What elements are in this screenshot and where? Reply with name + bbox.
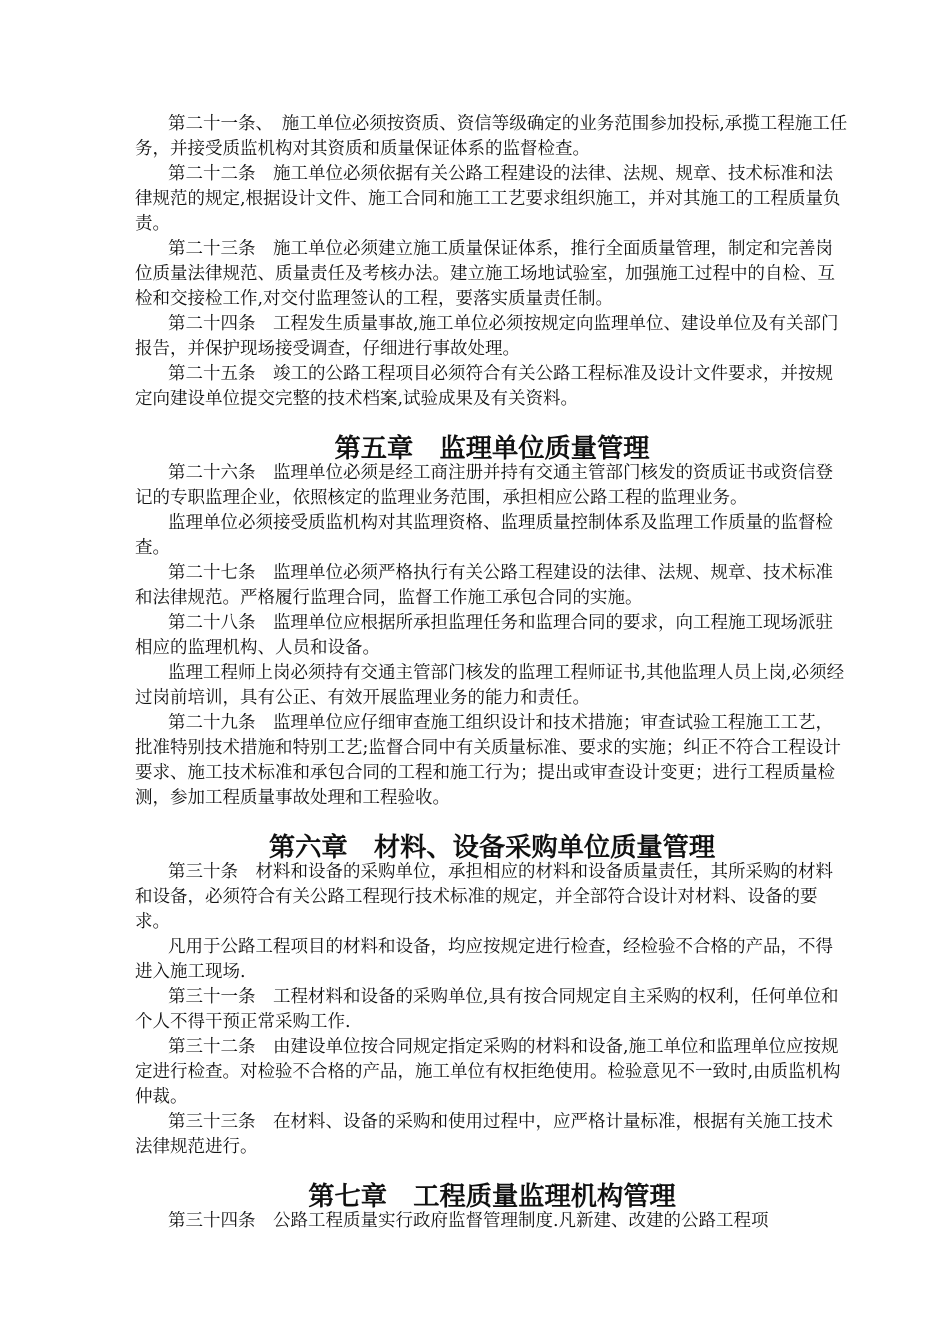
article-26-paragraph-2: 监理单位必须接受质监机构对其监理资格、监理质量控制体系及监理工作质量的监督检查。	[135, 513, 833, 558]
article-30: 第三十条 材料和设备的采购单位，承担相应的材料和设备质量责任，其所采购的材料和设备，必须符合有关公路工程现行技术标准的规定，并全部符合设计对材料、设备的要求。	[135, 862, 833, 932]
article-21: 第二十一条、 施工单位必须按资质、资信等级确定的业务范围参加投标,承揽工程施工任务，并接受质监机构对其资质和质量保证体系的监督检查。	[135, 114, 848, 159]
article-31: 第三十一条 工程材料和设备的采购单位,具有按合同规定自主采购的权利，任何单位和个人不得干预正常采购工作.	[135, 987, 839, 1032]
article-33: 第三十三条 在材料、设备的采购和使用过程中，应严格计量标准，根据有关施工技术法律规范进行。	[135, 1112, 833, 1157]
chapter-5-heading: 第五章 监理单位质量管理	[334, 433, 650, 464]
article-22: 第二十二条 施工单位必须依据有关公路工程建设的法律、法规、规章、技术标准和法律规范的规定,根据设计文件、施工合同和施工工艺要求组织施工，并对其施工的工程质量负责。	[135, 164, 841, 234]
article-34: 第三十四条 公路工程质量实行政府监督管理制度.凡新建、改建的公路工程项	[168, 1211, 769, 1231]
article-27: 第二十七条 监理单位必须严格执行有关公路工程建设的法律、法规、规章、技术标准和法律规范。严格履行监理合同，监督工作施工承包合同的实施。	[135, 563, 833, 608]
chapter-7-heading: 第七章 工程质量监理机构管理	[308, 1181, 676, 1212]
article-23: 第二十三条 施工单位必须建立施工质量保证体系，推行全面质量管理，制定和完善岗位质量法律规范、质量责任及考核办法。建立施工场地试验室，加强施工过程中的自检、互检和交接检工作,对交付监理签认的工程，要落实质量责任制。	[135, 239, 835, 309]
article-28: 第二十八条 监理单位应根据所承担监理任务和监理合同的要求，向工程施工现场派驻相应的监理机构、人员和设备。	[135, 613, 833, 658]
chapter-6-heading: 第六章 材料、设备采购单位质量管理	[268, 832, 716, 863]
article-28-paragraph-2: 监理工程师上岗必须持有交通主管部门核发的监理工程师证书,其他监理人员上岗,必须经过岗前培训，具有公正、有效开展监理业务的能力和责任。	[135, 663, 845, 708]
article-25: 第二十五条 竣工的公路工程项目必须符合有关公路工程标准及设计文件要求，并按规定向建设单位提交完整的技术档案,试验成果及有关资料。	[135, 364, 833, 409]
article-29: 第二十九条 监理单位应仔细审查施工组织设计和技术措施；审查试验工程施工工艺，批准特别技术措施和特别工艺;监督合同中有关质量标准、要求的实施；纠正不符合工程设计要求、施工技术标准和承包合同的工程和施工行为；提出或审查设计变更；进行工程质量检测，参加工程质量事故处理和工程验收。	[135, 713, 841, 808]
article-32: 第三十二条 由建设单位按合同规定指定采购的材料和设备,施工单位和监理单位应按规定进行检查。对检验不合格的产品，施工单位有权拒绝使用。检验意见不一致时,由质监机构仲裁。	[135, 1037, 841, 1107]
article-24: 第二十四条 工程发生质量事故,施工单位必须按规定向监理单位、建设单位及有关部门报告，并保护现场接受调查，仔细进行事故处理。	[135, 314, 839, 359]
article-30-paragraph-2: 凡用于公路工程项目的材料和设备，均应按规定进行检查，经检验不合格的产品，不得进入施工现场.	[135, 937, 833, 982]
article-26: 第二十六条 监理单位必须是经工商注册并持有交通主管部门核发的资质证书或资信登记的专职监理企业，依照核定的监理业务范围，承担相应公路工程的监理业务。	[135, 463, 833, 508]
